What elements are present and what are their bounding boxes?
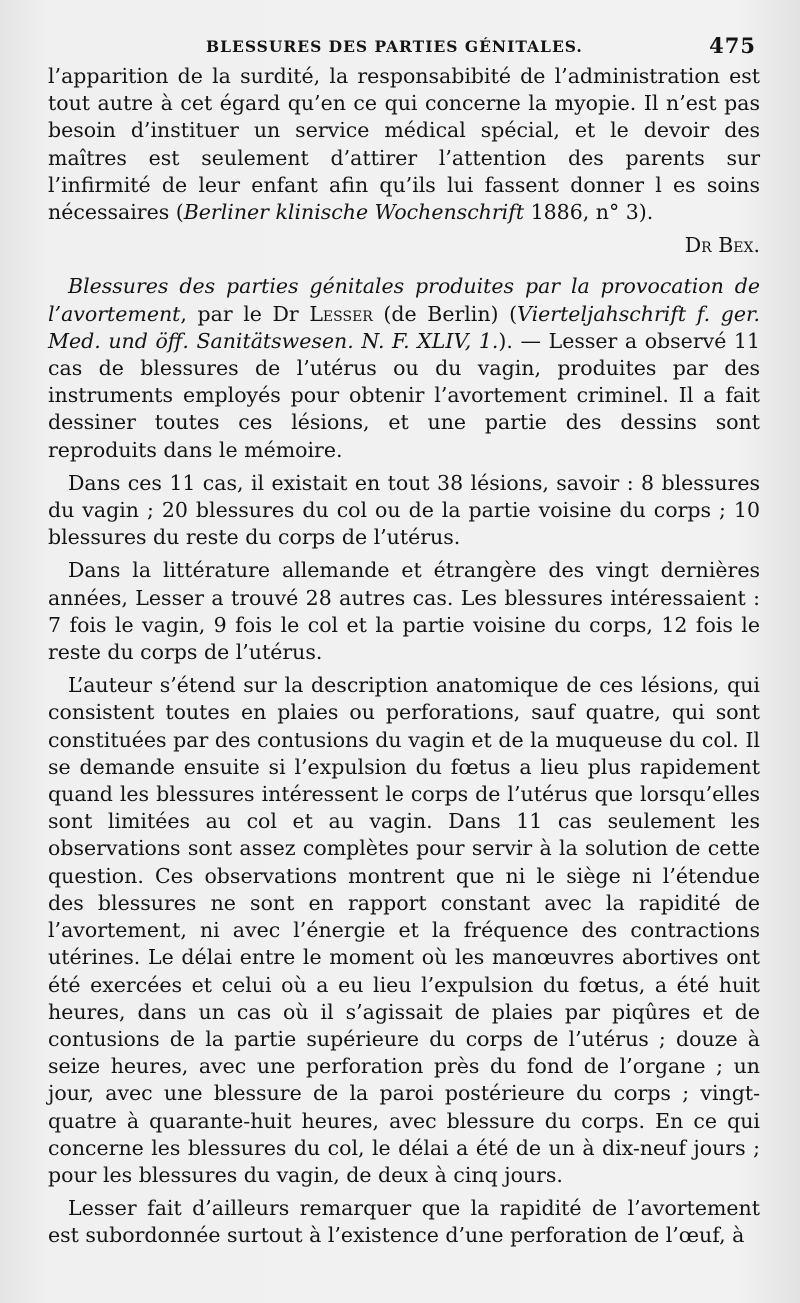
running-title: BLESSURES DES PARTIES GÉNITALES. <box>206 37 583 56</box>
running-header <box>48 33 760 63</box>
page-number: 475 <box>709 33 756 58</box>
paragraph: L’auteur s’étend sur la description anatomique de ces lésions, qui consistent toutes en plaies ou perforations, sauf quatre, qui sont constituées par des contusions du vagin et de la muqueuse du col. Il se demande ensuite si l’expulsion du fœtus a lieu plus rapidement quand les blessures intéressent le corps de l’utérus que lorsqu’elles sont limitées au col et au vagin. Dans 11 cas seulement les observations sont assez complètes pour servir à la solution de cette question. Ces observations montrent que ni le siège ni l’étendue des blessures ne sont en rapport constant avec la rapidité de l’avortement, ni avec l’énergie et la fréquence des contractions utérines. Le délai entre le moment où les manœuvres abortives ont été exercées et celui où a eu lieu l’expulsion du fœtus, a été huit heures, dans un cas où il s’agissait de plaies par piqûres et de contusions de la partie supérieure du corps de l’utérus ; douze à seize heures, avec une perforation près du fond de l’organe ; un jour, avec une blessure de la paroi postérieure du corps ; vingt-quatre à quarante-huit heures, avec blessure du corps. En ce qui concerne les blessures du col, le délai a été de un à dix-neuf jours ; pour les blessures du vagin, de deux à cinq jours. <box>48 673 760 1187</box>
text-run: 1886, n° 3). <box>524 200 654 225</box>
author-name: Lesser <box>309 301 373 326</box>
article-title: Blessures des parties génitales produites par la provocation de l’avortement <box>48 274 760 326</box>
article-paragraph <box>48 273 760 463</box>
text-run: , par le Dr <box>180 301 310 326</box>
text-run: (de Berlin) ( <box>372 301 518 326</box>
paragraph: Dans la littérature allemande et étrangère des vingt dernières années, Lesser a trouvé 28 autres cas. Les blessures intéressaient : 7 fois le vagin, 9 fois le col et la partie voisine du corps, 12 fois le reste du corps de l’utérus. <box>48 558 760 665</box>
paragraph <box>48 63 760 226</box>
source-citation: Berliner klinische Wochenschrift <box>183 200 525 225</box>
body-text <box>48 63 760 1250</box>
signature: Dr Bex. <box>684 233 760 258</box>
journal-citation: Vierteljahschrift f. ger. Med. und öff. Sanitätswesen. N. F. XLIV, 1. <box>48 301 761 353</box>
text-run: l’apparition de la surdité, la responsabibité de l’administration est tout autre à cet égard qu’en ce qui concerne la myopie. Il n’est pas besoin d’instituer un service médical spécial, et le devoir des maîtres est seulement d’attirer l’attention des parents sur l’infirmité de leur enfant afin qu’ils lui fassent donner l es soins nécessaires ( <box>48 64 760 225</box>
paragraph: Lesser fait d’ailleurs remarquer que la rapidité de l’avortement est subordonnée surtout à l’existence d’une perforation de l’œuf, à <box>48 1196 760 1248</box>
paragraph: Dans ces 11 cas, il existait en tout 38 lésions, savoir : 8 blessures du vagin ; 20 blessures du col ou de la partie voisine du corps ; 10 blessures du reste du corps de l’utérus. <box>48 470 760 550</box>
text-run: ). — Lesser a observé 11 cas de blessures de l’utérus ou du vagin, produites par des instruments employés pour obtenir l’avortement criminel. Il a fait dessiner toutes ces lésions, et une partie des dessins sont reproduits dans le mémoire. <box>48 328 761 462</box>
